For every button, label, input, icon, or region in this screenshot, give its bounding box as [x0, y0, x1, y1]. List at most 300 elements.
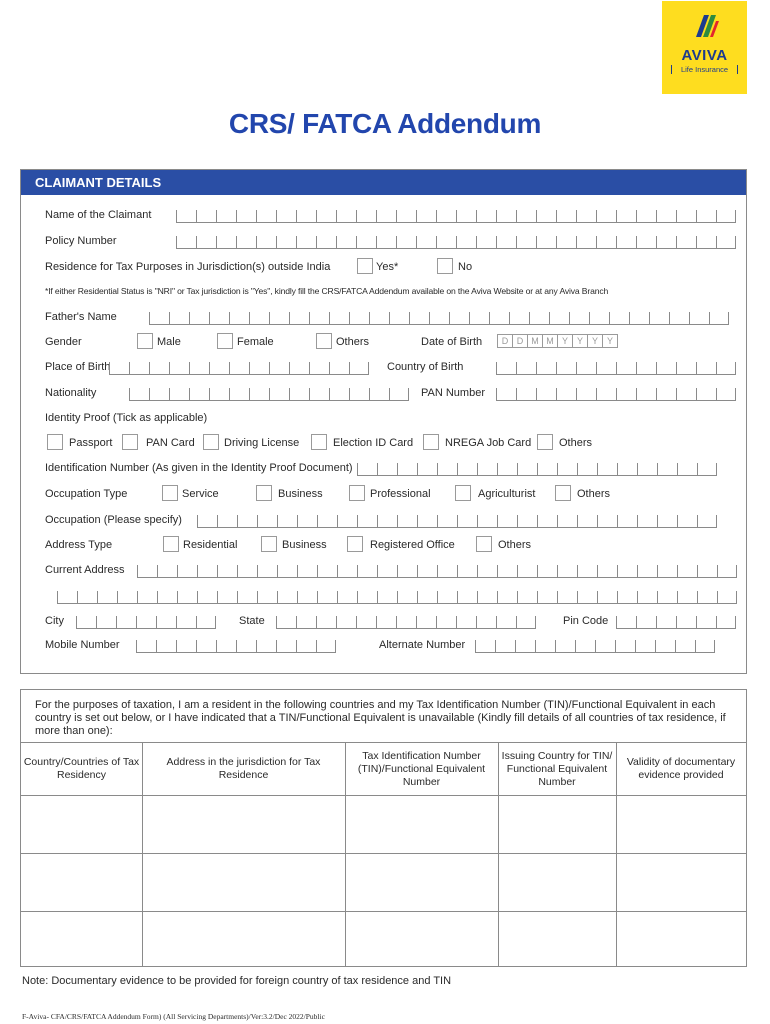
char-cell[interactable] — [609, 312, 629, 325]
char-cell[interactable] — [676, 210, 696, 223]
char-cell[interactable] — [357, 515, 377, 528]
char-cell[interactable] — [249, 388, 269, 401]
char-cell[interactable] — [557, 463, 577, 476]
occupation-specify-field[interactable] — [197, 515, 717, 528]
char-cell[interactable] — [277, 565, 297, 578]
current-address-line1[interactable] — [137, 565, 737, 578]
char-cell[interactable] — [637, 565, 657, 578]
char-cell[interactable] — [189, 312, 209, 325]
char-cell[interactable] — [149, 362, 169, 375]
char-cell[interactable] — [196, 616, 216, 629]
char-cell[interactable] — [229, 388, 249, 401]
char-cell[interactable] — [436, 236, 456, 249]
char-cell[interactable] — [497, 515, 517, 528]
char-cell[interactable] — [329, 388, 349, 401]
char-cell[interactable] — [675, 640, 695, 653]
char-cell[interactable] — [397, 565, 417, 578]
char-cell[interactable] — [369, 388, 389, 401]
char-cell[interactable] — [696, 236, 716, 249]
char-cell[interactable] — [557, 515, 577, 528]
char-cell[interactable] — [436, 616, 456, 629]
char-cell[interactable] — [635, 640, 655, 653]
char-cell[interactable] — [697, 565, 717, 578]
char-cell[interactable] — [329, 362, 349, 375]
identification-number-field[interactable] — [357, 463, 717, 476]
char-cell[interactable] — [516, 362, 536, 375]
char-cell[interactable] — [576, 388, 596, 401]
char-cell[interactable] — [129, 388, 149, 401]
mobile-number-field[interactable] — [136, 640, 336, 653]
char-cell[interactable] — [377, 565, 397, 578]
char-cell[interactable] — [76, 616, 96, 629]
pan-card-checkbox[interactable] — [122, 434, 138, 450]
nrega-card-checkbox[interactable] — [423, 434, 439, 450]
char-cell[interactable] — [696, 616, 716, 629]
char-cell[interactable] — [476, 236, 496, 249]
char-cell[interactable] — [716, 362, 736, 375]
char-cell[interactable] — [189, 362, 209, 375]
char-cell[interactable] — [209, 388, 229, 401]
policy-number-field[interactable] — [176, 236, 736, 249]
char-cell[interactable] — [557, 565, 577, 578]
char-cell[interactable] — [576, 236, 596, 249]
char-cell[interactable] — [496, 616, 516, 629]
char-cell[interactable] — [437, 591, 457, 604]
char-cell[interactable] — [416, 236, 436, 249]
char-cell[interactable] — [356, 236, 376, 249]
char-cell[interactable] — [677, 565, 697, 578]
char-cell[interactable] — [617, 591, 637, 604]
char-cell[interactable] — [336, 616, 356, 629]
char-cell[interactable] — [97, 591, 117, 604]
char-cell[interactable] — [477, 463, 497, 476]
char-cell[interactable] — [597, 515, 617, 528]
no-checkbox[interactable] — [437, 258, 453, 274]
char-cell[interactable] — [456, 616, 476, 629]
char-cell[interactable] — [656, 210, 676, 223]
char-cell[interactable] — [256, 210, 276, 223]
char-cell[interactable] — [556, 362, 576, 375]
occupation-business-checkbox[interactable] — [256, 485, 272, 501]
char-cell[interactable] — [96, 616, 116, 629]
gender-others-checkbox[interactable] — [316, 333, 332, 349]
father-name-field[interactable] — [149, 312, 729, 325]
char-cell[interactable] — [556, 388, 576, 401]
char-cell[interactable] — [496, 362, 516, 375]
char-cell[interactable] — [357, 463, 377, 476]
char-cell[interactable] — [696, 210, 716, 223]
char-cell[interactable] — [189, 388, 209, 401]
char-cell[interactable] — [549, 312, 569, 325]
char-cell[interactable] — [596, 236, 616, 249]
char-cell[interactable] — [655, 640, 675, 653]
occupation-others-checkbox[interactable] — [555, 485, 571, 501]
char-cell[interactable] — [716, 616, 736, 629]
char-cell[interactable] — [169, 312, 189, 325]
char-cell[interactable] — [456, 210, 476, 223]
char-cell[interactable] — [276, 236, 296, 249]
char-cell[interactable] — [337, 565, 357, 578]
char-cell[interactable] — [377, 463, 397, 476]
char-cell[interactable] — [216, 236, 236, 249]
char-cell[interactable] — [317, 515, 337, 528]
char-cell[interactable] — [116, 616, 136, 629]
char-cell[interactable] — [197, 515, 217, 528]
char-cell[interactable] — [437, 565, 457, 578]
char-cell[interactable] — [596, 388, 616, 401]
pin-code-field[interactable] — [616, 616, 736, 629]
char-cell[interactable] — [349, 362, 369, 375]
char-cell[interactable] — [169, 362, 189, 375]
char-cell[interactable] — [356, 616, 376, 629]
char-cell[interactable] — [676, 616, 696, 629]
char-cell[interactable] — [269, 312, 289, 325]
char-cell[interactable] — [437, 515, 457, 528]
char-cell[interactable] — [277, 591, 297, 604]
char-cell[interactable] — [449, 312, 469, 325]
char-cell[interactable] — [376, 210, 396, 223]
char-cell[interactable] — [256, 236, 276, 249]
char-cell[interactable] — [57, 591, 77, 604]
alternate-number-field[interactable] — [475, 640, 715, 653]
char-cell[interactable] — [509, 312, 529, 325]
char-cell[interactable] — [276, 640, 296, 653]
char-cell[interactable] — [336, 210, 356, 223]
char-cell[interactable] — [237, 591, 257, 604]
char-cell[interactable] — [536, 210, 556, 223]
char-cell[interactable] — [489, 312, 509, 325]
female-checkbox[interactable] — [217, 333, 233, 349]
state-field[interactable] — [276, 616, 536, 629]
char-cell[interactable] — [257, 515, 277, 528]
char-cell[interactable] — [496, 388, 516, 401]
char-cell[interactable] — [589, 312, 609, 325]
char-cell[interactable] — [597, 591, 617, 604]
char-cell[interactable] — [677, 515, 697, 528]
char-cell[interactable] — [669, 312, 689, 325]
agriculturist-checkbox[interactable] — [455, 485, 471, 501]
char-cell[interactable] — [317, 591, 337, 604]
char-cell[interactable] — [377, 591, 397, 604]
char-cell[interactable] — [417, 591, 437, 604]
char-cell[interactable] — [657, 463, 677, 476]
char-cell[interactable] — [157, 591, 177, 604]
char-cell[interactable] — [109, 362, 129, 375]
char-cell[interactable] — [689, 312, 709, 325]
char-cell[interactable] — [629, 312, 649, 325]
char-cell[interactable] — [77, 591, 97, 604]
char-cell[interactable] — [229, 362, 249, 375]
char-cell[interactable] — [349, 388, 369, 401]
char-cell[interactable] — [537, 515, 557, 528]
char-cell[interactable] — [176, 236, 196, 249]
char-cell[interactable] — [656, 236, 676, 249]
char-cell[interactable] — [317, 565, 337, 578]
char-cell[interactable] — [677, 463, 697, 476]
char-cell[interactable] — [129, 362, 149, 375]
char-cell[interactable] — [457, 463, 477, 476]
char-cell[interactable] — [337, 591, 357, 604]
char-cell[interactable] — [269, 362, 289, 375]
char-cell[interactable] — [397, 463, 417, 476]
char-cell[interactable] — [716, 210, 736, 223]
char-cell[interactable] — [249, 312, 269, 325]
char-cell[interactable] — [556, 210, 576, 223]
char-cell[interactable] — [475, 640, 495, 653]
char-cell[interactable] — [196, 210, 216, 223]
char-cell[interactable] — [637, 463, 657, 476]
char-cell[interactable] — [117, 591, 137, 604]
char-cell[interactable] — [476, 616, 496, 629]
char-cell[interactable] — [136, 616, 156, 629]
char-cell[interactable] — [436, 210, 456, 223]
claimant-name-field[interactable] — [176, 210, 736, 223]
yes-checkbox[interactable] — [357, 258, 373, 274]
char-cell[interactable] — [516, 616, 536, 629]
char-cell[interactable] — [237, 515, 257, 528]
char-cell[interactable] — [236, 210, 256, 223]
char-cell[interactable] — [309, 388, 329, 401]
char-cell[interactable] — [517, 515, 537, 528]
char-cell[interactable] — [535, 640, 555, 653]
char-cell[interactable] — [216, 640, 236, 653]
char-cell[interactable] — [289, 388, 309, 401]
char-cell[interactable] — [296, 236, 316, 249]
char-cell[interactable] — [309, 312, 329, 325]
char-cell[interactable] — [417, 515, 437, 528]
char-cell[interactable] — [197, 565, 217, 578]
char-cell[interactable] — [576, 210, 596, 223]
char-cell[interactable] — [616, 210, 636, 223]
char-cell[interactable] — [369, 312, 389, 325]
char-cell[interactable] — [537, 591, 557, 604]
char-cell[interactable] — [316, 236, 336, 249]
election-id-checkbox[interactable] — [311, 434, 327, 450]
char-cell[interactable] — [516, 236, 536, 249]
char-cell[interactable] — [217, 591, 237, 604]
char-cell[interactable] — [657, 591, 677, 604]
residential-checkbox[interactable] — [163, 536, 179, 552]
char-cell[interactable] — [169, 388, 189, 401]
char-cell[interactable] — [477, 515, 497, 528]
char-cell[interactable] — [477, 565, 497, 578]
char-cell[interactable] — [456, 236, 476, 249]
char-cell[interactable] — [376, 236, 396, 249]
char-cell[interactable] — [316, 616, 336, 629]
char-cell[interactable] — [257, 565, 277, 578]
char-cell[interactable] — [597, 565, 617, 578]
char-cell[interactable] — [537, 565, 557, 578]
char-cell[interactable] — [536, 388, 556, 401]
char-cell[interactable] — [656, 616, 676, 629]
char-cell[interactable] — [577, 565, 597, 578]
char-cell[interactable] — [457, 565, 477, 578]
char-cell[interactable] — [396, 236, 416, 249]
char-cell[interactable] — [397, 515, 417, 528]
address-others-checkbox[interactable] — [476, 536, 492, 552]
char-cell[interactable] — [537, 463, 557, 476]
char-cell[interactable] — [477, 591, 497, 604]
char-cell[interactable] — [156, 640, 176, 653]
char-cell[interactable] — [197, 591, 217, 604]
char-cell[interactable] — [289, 312, 309, 325]
char-cell[interactable] — [617, 463, 637, 476]
char-cell[interactable] — [717, 565, 737, 578]
char-cell[interactable] — [409, 312, 429, 325]
char-cell[interactable] — [217, 565, 237, 578]
char-cell[interactable] — [249, 362, 269, 375]
char-cell[interactable] — [417, 463, 437, 476]
char-cell[interactable] — [577, 591, 597, 604]
char-cell[interactable] — [229, 312, 249, 325]
char-cell[interactable] — [177, 591, 197, 604]
char-cell[interactable] — [557, 591, 577, 604]
char-cell[interactable] — [595, 640, 615, 653]
country-of-birth-field[interactable] — [496, 362, 736, 375]
char-cell[interactable] — [716, 236, 736, 249]
char-cell[interactable] — [377, 515, 397, 528]
char-cell[interactable] — [356, 210, 376, 223]
char-cell[interactable] — [416, 210, 436, 223]
char-cell[interactable] — [237, 565, 257, 578]
char-cell[interactable] — [296, 210, 316, 223]
char-cell[interactable] — [289, 362, 309, 375]
char-cell[interactable] — [556, 236, 576, 249]
char-cell[interactable] — [457, 515, 477, 528]
char-cell[interactable] — [636, 362, 656, 375]
char-cell[interactable] — [176, 210, 196, 223]
char-cell[interactable] — [416, 616, 436, 629]
char-cell[interactable] — [357, 565, 377, 578]
char-cell[interactable] — [309, 362, 329, 375]
nationality-field[interactable] — [129, 388, 409, 401]
char-cell[interactable] — [529, 312, 549, 325]
char-cell[interactable] — [209, 312, 229, 325]
char-cell[interactable] — [617, 565, 637, 578]
char-cell[interactable] — [575, 640, 595, 653]
current-address-line2[interactable] — [57, 591, 737, 604]
char-cell[interactable] — [596, 210, 616, 223]
char-cell[interactable] — [396, 616, 416, 629]
char-cell[interactable] — [495, 640, 515, 653]
char-cell[interactable] — [637, 591, 657, 604]
char-cell[interactable] — [429, 312, 449, 325]
char-cell[interactable] — [516, 388, 536, 401]
char-cell[interactable] — [497, 591, 517, 604]
char-cell[interactable] — [515, 640, 535, 653]
char-cell[interactable] — [516, 210, 536, 223]
char-cell[interactable] — [156, 616, 176, 629]
char-cell[interactable] — [697, 463, 717, 476]
char-cell[interactable] — [336, 236, 356, 249]
char-cell[interactable] — [257, 591, 277, 604]
char-cell[interactable] — [636, 210, 656, 223]
char-cell[interactable] — [389, 312, 409, 325]
char-cell[interactable] — [297, 591, 317, 604]
char-cell[interactable] — [136, 640, 156, 653]
char-cell[interactable] — [457, 591, 477, 604]
char-cell[interactable] — [656, 362, 676, 375]
char-cell[interactable] — [316, 640, 336, 653]
char-cell[interactable] — [137, 565, 157, 578]
char-cell[interactable] — [569, 312, 589, 325]
char-cell[interactable] — [277, 515, 297, 528]
char-cell[interactable] — [636, 388, 656, 401]
service-checkbox[interactable] — [162, 485, 178, 501]
char-cell[interactable] — [329, 312, 349, 325]
char-cell[interactable] — [695, 640, 715, 653]
char-cell[interactable] — [555, 640, 575, 653]
char-cell[interactable] — [216, 210, 236, 223]
char-cell[interactable] — [476, 210, 496, 223]
char-cell[interactable] — [256, 640, 276, 653]
char-cell[interactable] — [716, 388, 736, 401]
char-cell[interactable] — [697, 591, 717, 604]
char-cell[interactable] — [577, 515, 597, 528]
char-cell[interactable] — [437, 463, 457, 476]
char-cell[interactable] — [137, 591, 157, 604]
char-cell[interactable] — [696, 388, 716, 401]
char-cell[interactable] — [636, 236, 656, 249]
char-cell[interactable] — [637, 515, 657, 528]
char-cell[interactable] — [496, 210, 516, 223]
char-cell[interactable] — [196, 236, 216, 249]
char-cell[interactable] — [349, 312, 369, 325]
id-others-checkbox[interactable] — [537, 434, 553, 450]
char-cell[interactable] — [517, 463, 537, 476]
char-cell[interactable] — [616, 362, 636, 375]
char-cell[interactable] — [497, 463, 517, 476]
driving-license-checkbox[interactable] — [203, 434, 219, 450]
char-cell[interactable] — [616, 236, 636, 249]
char-cell[interactable] — [517, 565, 537, 578]
char-cell[interactable] — [149, 312, 169, 325]
char-cell[interactable] — [236, 640, 256, 653]
char-cell[interactable] — [176, 640, 196, 653]
char-cell[interactable] — [596, 362, 616, 375]
char-cell[interactable] — [177, 565, 197, 578]
char-cell[interactable] — [676, 362, 696, 375]
char-cell[interactable] — [276, 616, 296, 629]
professional-checkbox[interactable] — [349, 485, 365, 501]
char-cell[interactable] — [615, 640, 635, 653]
char-cell[interactable] — [157, 565, 177, 578]
char-cell[interactable] — [316, 210, 336, 223]
char-cell[interactable] — [696, 362, 716, 375]
char-cell[interactable] — [616, 388, 636, 401]
char-cell[interactable] — [697, 515, 717, 528]
char-cell[interactable] — [296, 616, 316, 629]
char-cell[interactable] — [376, 616, 396, 629]
char-cell[interactable] — [577, 463, 597, 476]
char-cell[interactable] — [269, 388, 289, 401]
registered-office-checkbox[interactable] — [347, 536, 363, 552]
char-cell[interactable] — [357, 591, 377, 604]
char-cell[interactable] — [176, 616, 196, 629]
char-cell[interactable] — [149, 388, 169, 401]
char-cell[interactable] — [656, 388, 676, 401]
char-cell[interactable] — [209, 362, 229, 375]
char-cell[interactable] — [337, 515, 357, 528]
char-cell[interactable] — [297, 565, 317, 578]
char-cell[interactable] — [497, 565, 517, 578]
char-cell[interactable] — [517, 591, 537, 604]
char-cell[interactable] — [597, 463, 617, 476]
char-cell[interactable] — [677, 591, 697, 604]
place-of-birth-field[interactable] — [109, 362, 369, 375]
char-cell[interactable] — [636, 616, 656, 629]
pan-number-field[interactable] — [496, 388, 736, 401]
